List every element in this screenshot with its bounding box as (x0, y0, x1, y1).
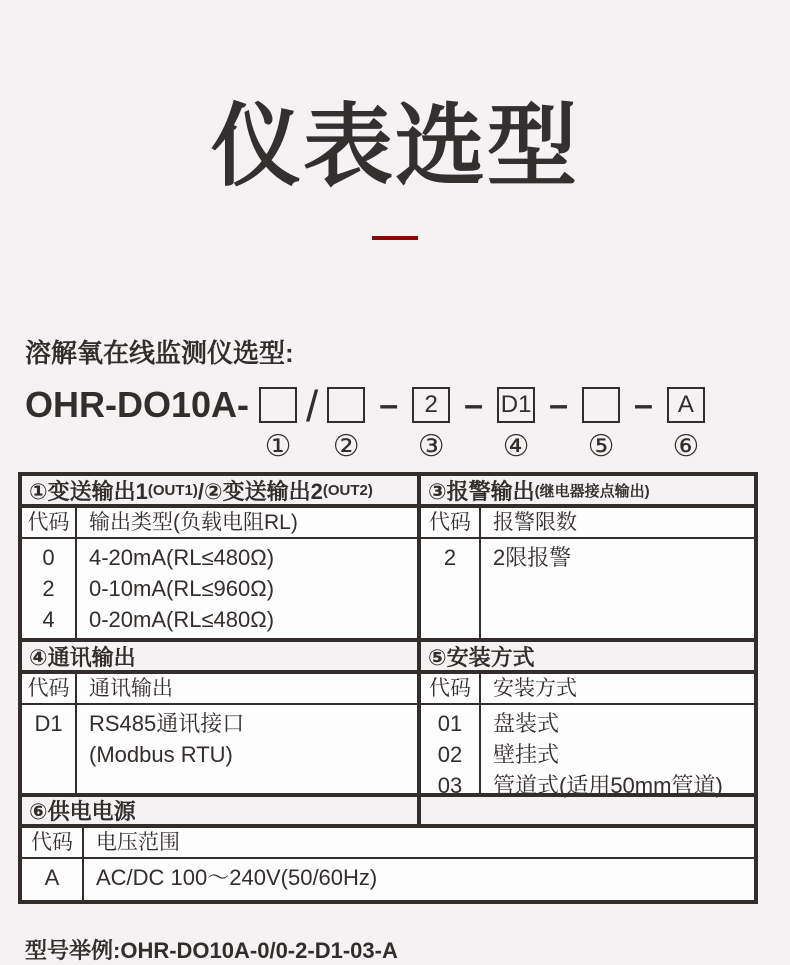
model-box-3: 2 (412, 387, 450, 423)
code-cell: D1 (34, 711, 63, 736)
slot-number-6: ⑥ (672, 430, 700, 463)
code-column-label: 代码 (22, 674, 77, 703)
value-cell: 管道式(适用50mm管道) (493, 773, 723, 798)
code-cell: 02 (437, 742, 463, 767)
slot-number-2: ② (332, 430, 360, 463)
output-type-column-label: 输出类型(负载电阻RL) (89, 511, 298, 534)
section2-left-labels (22, 674, 421, 703)
separator-dash-3: – (549, 386, 569, 424)
voltage-column-label: 电压范围 (96, 831, 180, 854)
code-column-label: 代码 (421, 508, 481, 537)
code-cell: A (44, 865, 60, 890)
section2-right-header (421, 642, 754, 670)
section2-label-row (22, 674, 754, 705)
slot-number-1: ① (264, 430, 292, 463)
section3-label-row (22, 828, 754, 859)
page-title: 仪表选型 (211, 97, 579, 197)
out1-header-text: ①变送输出1 (29, 478, 148, 504)
comm-column-label: 通讯输出 (89, 677, 173, 700)
out2-header-text: /②变送输出2 (197, 478, 323, 504)
power-codes (22, 859, 84, 900)
alarm-values (481, 539, 754, 638)
model-slot-2 (327, 387, 365, 462)
model-slot-4 (497, 387, 535, 462)
section2-right-labels (421, 674, 754, 703)
comm-codes (22, 705, 77, 793)
out2-paren: (OUT2) (322, 481, 373, 499)
title-underline (372, 236, 418, 240)
model-example: 型号举例:OHR-DO10A-0/0-2-D1-03-A (25, 938, 398, 963)
section1-right-body (421, 539, 754, 638)
separator-dash-1: – (379, 386, 399, 424)
comm-header-text: ④通讯输出 (29, 644, 136, 670)
alarm-paren: (继电器接点输出) (534, 482, 650, 500)
model-slot-5 (582, 387, 620, 462)
code-cell: 4 (42, 607, 55, 632)
slot-number-4: ④ (502, 430, 530, 463)
separator-dash-4: – (634, 386, 653, 424)
code-column-label: 代码 (22, 508, 77, 537)
selection-label: 溶解氧在线监测仪选型: (25, 338, 294, 368)
section2-left-header (22, 642, 421, 670)
value-cell: 0-10mA(RL≤960Ω) (89, 576, 275, 601)
model-slot-1 (259, 387, 297, 462)
section1-left-labels (22, 508, 421, 537)
value-cell: RS485通讯接口 (89, 711, 245, 736)
comm-values (77, 705, 417, 793)
section3-header-row (22, 797, 754, 828)
section2-header-row (22, 642, 754, 674)
code-cell: 03 (437, 773, 463, 798)
separator-dash-2: – (464, 386, 484, 424)
model-slot-3 (412, 387, 450, 462)
model-slot-6 (667, 387, 705, 462)
section3-header (22, 797, 421, 824)
mount-header-text: ⑤安装方式 (428, 644, 535, 670)
section2-left-body (22, 705, 421, 793)
alarm-limit-column-label: 报警限数 (493, 511, 577, 534)
value-cell: 4-20mA(RL≤480Ω) (89, 545, 275, 570)
section1-left-body (22, 539, 421, 638)
value-cell: 0-20mA(RL≤480Ω) (89, 607, 275, 632)
section3-body-row (22, 859, 754, 900)
value-cell: 2限报警 (493, 545, 572, 570)
mount-codes (421, 705, 481, 798)
output-codes (22, 539, 77, 638)
section1-body-row (22, 539, 754, 642)
section1-right-header (421, 476, 754, 504)
slot-number-5: ⑤ (587, 430, 615, 463)
code-cell: 0 (42, 545, 55, 570)
code-cell: 2 (42, 576, 55, 601)
model-box-4: D1 (497, 387, 535, 423)
code-cell: 2 (443, 545, 457, 570)
model-prefix: OHR-DO10A- (25, 384, 250, 425)
mount-column-label: 安装方式 (493, 677, 577, 700)
output-values (77, 539, 417, 638)
mount-values (481, 705, 754, 798)
out1-paren: (OUT1) (147, 481, 198, 499)
model-box-6: A (667, 387, 705, 423)
section1-right-labels (421, 508, 754, 537)
section1-label-row (22, 508, 754, 539)
slot-number-3: ③ (417, 430, 445, 463)
value-cell: (Modbus RTU) (89, 742, 233, 767)
model-box-2 (327, 387, 365, 423)
section1-left-header (22, 476, 421, 504)
selection-table (18, 472, 758, 904)
code-column-label: 代码 (421, 674, 481, 703)
code-column-label: 代码 (22, 828, 84, 857)
code-cell: 01 (437, 711, 463, 736)
separator-slash: / (306, 382, 319, 431)
alarm-header-text: ③报警输出 (428, 478, 535, 504)
alarm-codes (421, 539, 481, 638)
model-code-diagram (25, 382, 705, 463)
model-box-1 (259, 387, 297, 423)
power-values (84, 859, 754, 900)
section2-body-row (22, 705, 754, 797)
value-cell: 盘装式 (493, 711, 560, 736)
section2-right-body (421, 705, 754, 798)
model-box-5 (582, 387, 620, 423)
section1-header-row (22, 476, 754, 508)
value-cell: AC/DC 100～240V(50/60Hz) (96, 865, 378, 890)
power-header-text: ⑥供电电源 (29, 799, 136, 824)
value-cell: 壁挂式 (493, 742, 560, 767)
